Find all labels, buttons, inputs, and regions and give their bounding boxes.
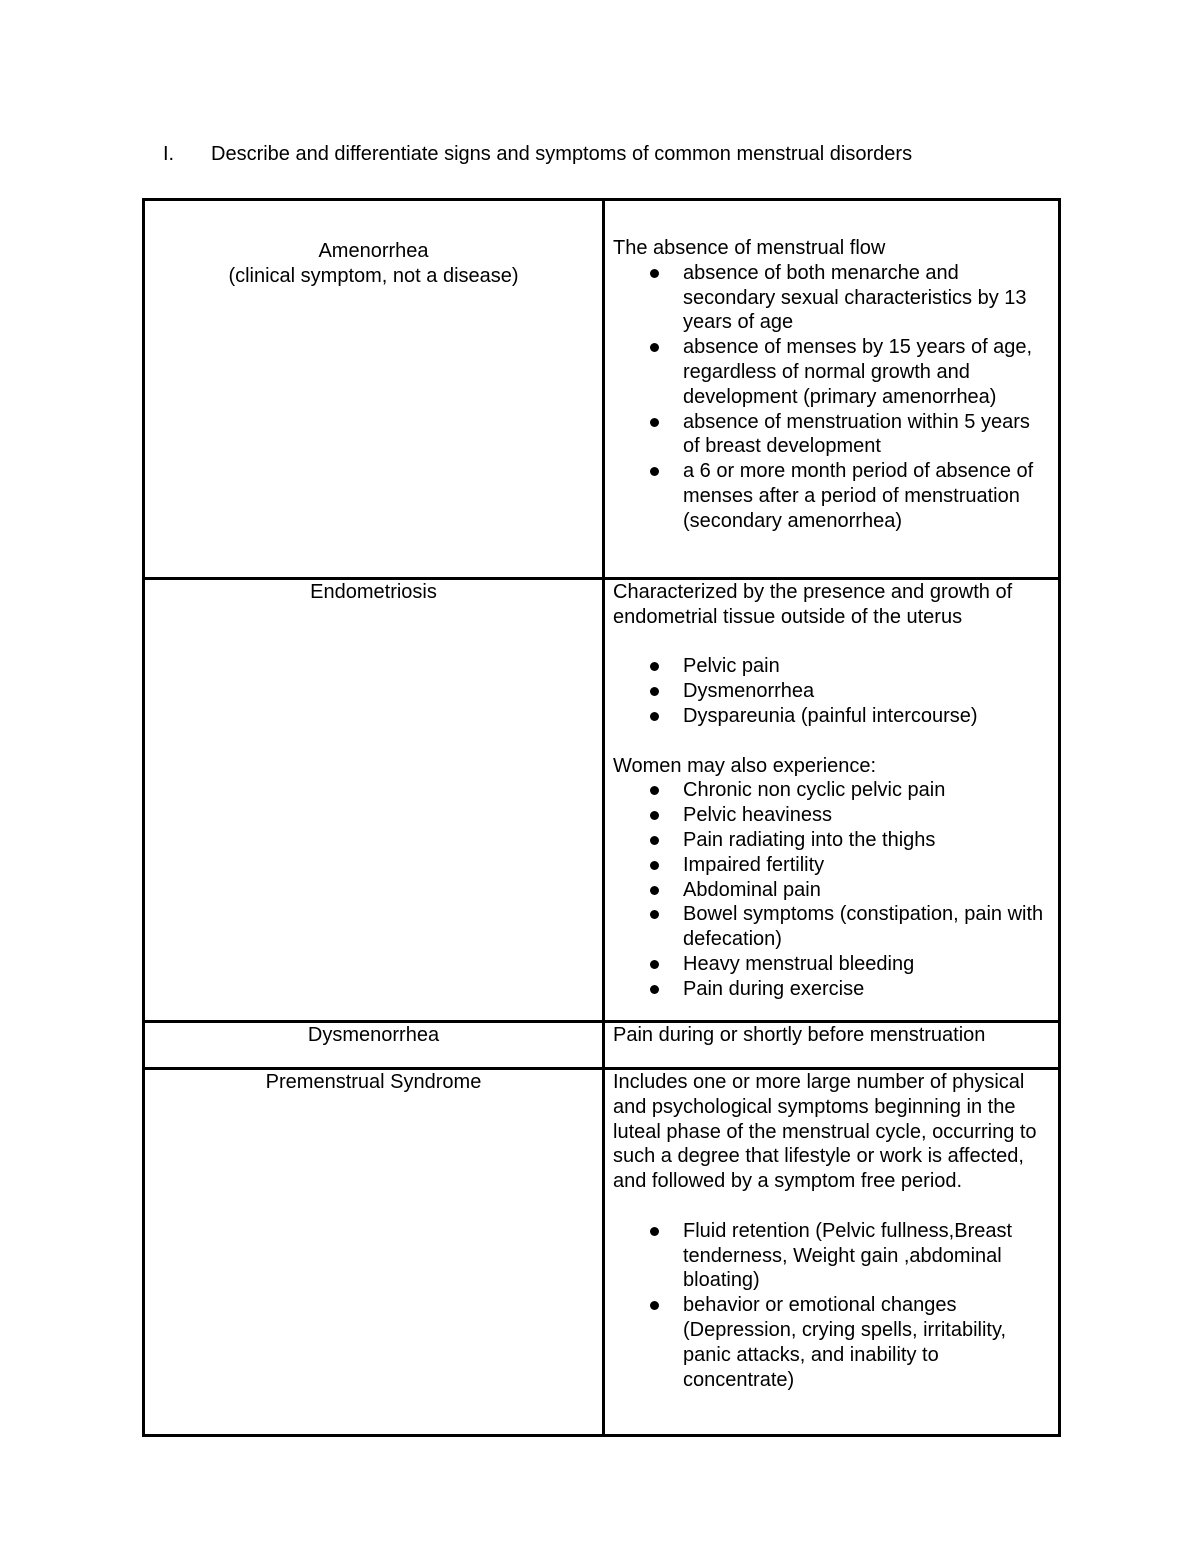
- list-item: [683, 902, 1052, 952]
- disorder-name-cell: [144, 579, 604, 1022]
- list-item-text: behavior or emotional changes (Depression, crying spells, irritability, panic attacks, and inability to concentrate): [683, 1294, 1007, 1391]
- disorder-name-cell: [144, 200, 604, 579]
- list-item-text: a 6 or more month period of absence of menses after a period of menstruation (secondary amenorrhea): [683, 460, 1034, 532]
- description-intro: Pain during or shortly before menstruation: [613, 1024, 986, 1046]
- list-item: [683, 977, 1052, 1002]
- list-item-text: Dysmenorrhea: [683, 680, 815, 703]
- disorder-name: Dysmenorrhea: [307, 1024, 440, 1046]
- list-item-text: Fluid retention (Pelvic fullness,Breast tenderness, Weight gain ,abdominal bloating): [683, 1219, 1013, 1292]
- list-item: [683, 828, 1052, 853]
- disorder-name: Amenorrhea: [318, 240, 429, 262]
- list-item: [683, 1219, 1052, 1293]
- list-item: [683, 853, 1052, 878]
- bullet-icon: [650, 1227, 659, 1236]
- bullet-icon: [650, 687, 659, 696]
- description-intro: Characterized by the presence and growth of endometrial tissue outside of the uterus: [613, 581, 1013, 628]
- table-row-amenorrhea: [144, 200, 1060, 579]
- list-item-text: Impaired fertility: [683, 853, 825, 876]
- section-title: Describe and differentiate signs and symptoms of common menstrual disorders: [211, 143, 913, 165]
- list-item: [683, 459, 1052, 533]
- disorders-table: [142, 198, 1061, 1437]
- list-item: [683, 410, 1052, 460]
- disorder-name: Premenstrual Syndrome: [265, 1071, 482, 1093]
- list-item: [683, 679, 1052, 704]
- disorder-note: (clinical symptom, not a disease): [228, 264, 519, 287]
- list-item-text: Dyspareunia (painful intercourse): [683, 704, 978, 727]
- bullet-icon: [650, 712, 659, 721]
- list-item-text: absence of both menarche and secondary sexual characteristics by 13 years of age: [683, 261, 1027, 334]
- symptom-list: [613, 654, 1052, 728]
- bullet-icon: [650, 861, 659, 870]
- bullet-icon: [650, 1301, 659, 1310]
- disorder-name-cell: [144, 1069, 604, 1436]
- description-intro: Includes one or more large number of physical and psychological symptoms beginning in the luteal phase of the menstrual cycle, occurring to such a degree that lifestyle or work is affected, and followed by a symptom free period.: [613, 1071, 1037, 1193]
- description-subintro: Women may also experience:: [613, 754, 877, 777]
- bullet-icon: [650, 910, 659, 919]
- bullet-icon: [650, 886, 659, 895]
- list-item: [683, 778, 1052, 803]
- list-item-text: Abdominal pain: [683, 878, 821, 901]
- bullet-icon: [650, 269, 659, 278]
- list-item: [683, 952, 1052, 977]
- list-item: [683, 1293, 1052, 1392]
- additional-symptom-list: [613, 778, 1052, 1001]
- table-row-endometriosis: [144, 579, 1060, 1022]
- list-item-text: Pain during exercise: [683, 977, 865, 1000]
- bullet-icon: [650, 418, 659, 427]
- disorder-description-cell: [604, 579, 1060, 1022]
- disorder-description-cell: [604, 1022, 1060, 1069]
- list-item-text: absence of menstruation within 5 years of breast development: [683, 410, 1030, 458]
- list-item-text: Pelvic pain: [683, 655, 780, 678]
- bullet-icon: [650, 985, 659, 994]
- list-item: [683, 654, 1052, 679]
- description-intro: The absence of menstrual flow: [613, 237, 886, 259]
- table-row-dysmenorrhea: [144, 1022, 1060, 1069]
- list-item-text: Chronic non cyclic pelvic pain: [683, 779, 946, 802]
- list-item-text: Heavy menstrual bleeding: [683, 952, 915, 975]
- section-number: I.: [163, 143, 175, 165]
- list-item-text: Bowel symptoms (constipation, pain with defecation): [683, 903, 1044, 951]
- list-item: [683, 704, 1052, 729]
- bullet-icon: [650, 786, 659, 795]
- bullet-icon: [650, 467, 659, 476]
- disorder-name-cell: [144, 1022, 604, 1069]
- bullet-icon: [650, 960, 659, 969]
- list-item: [683, 878, 1052, 903]
- list-item-text: Pain radiating into the thighs: [683, 828, 936, 851]
- disorder-description-cell: [604, 200, 1060, 579]
- disorder-description-cell: [604, 1069, 1060, 1436]
- table-row-premenstrual-syndrome: [144, 1069, 1060, 1436]
- list-item: [683, 803, 1052, 828]
- bullet-icon: [650, 811, 659, 820]
- symptom-list: [613, 261, 1052, 534]
- section-heading: [163, 141, 912, 167]
- list-item: [683, 261, 1052, 335]
- bullet-icon: [650, 343, 659, 352]
- bullet-icon: [650, 662, 659, 671]
- list-item: [683, 335, 1052, 409]
- symptom-list: [613, 1219, 1052, 1393]
- disorder-name: Endometriosis: [310, 581, 437, 603]
- list-item-text: absence of menses by 15 years of age, regardless of normal growth and development (primary amenorrhea): [683, 336, 1033, 408]
- bullet-icon: [650, 836, 659, 845]
- list-item-text: Pelvic heaviness: [683, 804, 832, 827]
